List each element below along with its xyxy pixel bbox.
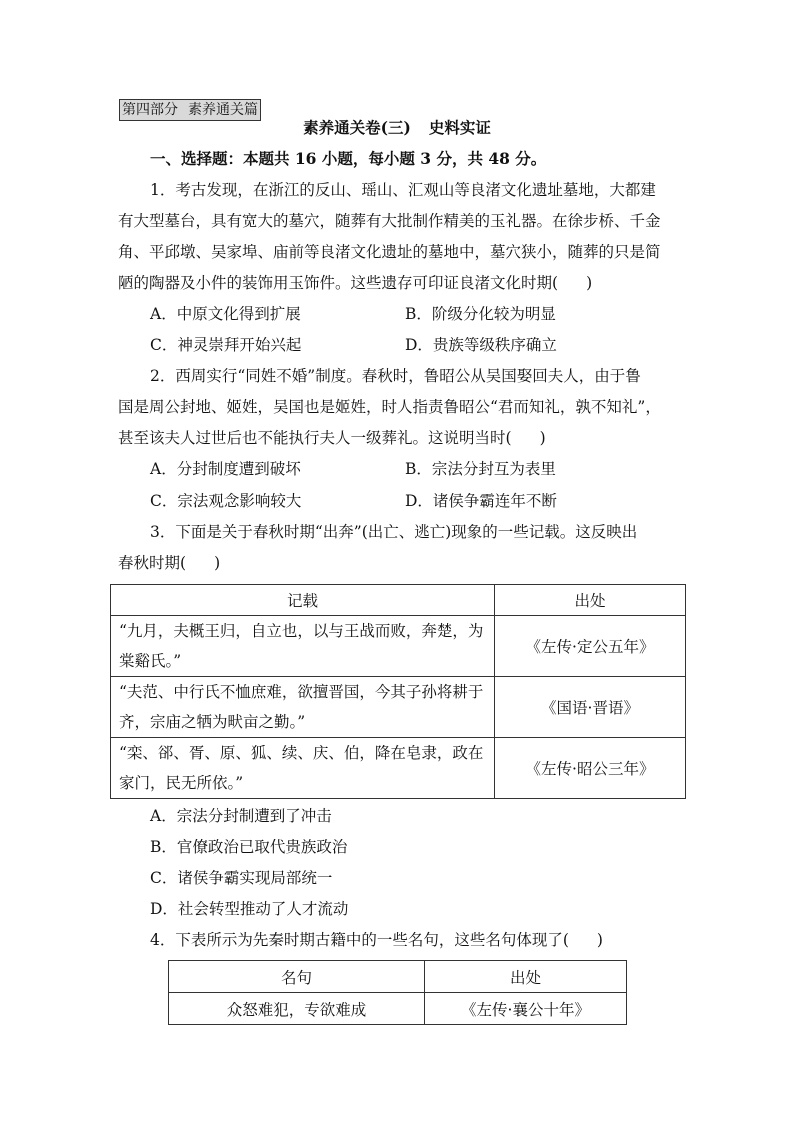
q3-option-a[interactable]: A．宗法分封制遭到了冲击 (150, 807, 332, 825)
q1-close-paren: ) (586, 274, 593, 292)
q3-line-1: 3．下面是关于春秋时期“出奔”(出亡、逃亡)现象的一些记载。这反映出 (150, 523, 638, 541)
section-tag-name: 素养通关篇 (188, 102, 258, 118)
q1-line-2: 有大型墓台，具有宽大的墓穴，随葬有大批制作精美的玉礼器。在徐步桥、千金 (118, 212, 661, 230)
q3-source-table (110, 584, 686, 799)
q4-quotes-table (168, 960, 627, 1025)
record-cell: “栾、郤、胥、原、狐、续、庆、伯，降在皂隶，政在家门，民无所依。” (111, 738, 495, 799)
q3-option-b[interactable]: B．官僚政治已取代贵族政治 (150, 838, 348, 856)
q1-line-3: 角、平邱墩、吴家埠、庙前等良渚文化遗址的墓地中，墓穴狭小，随葬的只是简 (118, 243, 661, 261)
record-cell: “九月，夫概王归，自立也，以与王战而败，奔楚，为棠谿氏。” (111, 616, 495, 677)
q4-stem-text: 4．下表所示为先秦时期古籍中的一些名句，这些名句体现了( (150, 931, 569, 949)
q3-option-d[interactable]: D．社会转型推动了人才流动 (150, 900, 349, 918)
exam-title-topic: 史料实证 (428, 118, 491, 137)
source-cell: 《左传·襄公十年》 (425, 993, 627, 1025)
section-tag-part: 第四部分 (122, 102, 178, 118)
q4-stem (150, 929, 720, 951)
q1-line-4 (118, 272, 688, 294)
q3-line-2-text: 春秋时期( (118, 554, 187, 572)
table-header-record: 记载 (111, 585, 495, 616)
q2-option-a[interactable]: A．分封制度遭到破坏 (150, 460, 301, 478)
table-header-source: 出处 (425, 961, 627, 993)
q2-line-1: 2．西周实行“同姓不婚”制度。春秋时，鲁昭公从吴国娶回夫人，由于鲁 (150, 367, 641, 385)
q4-close-paren: ) (596, 931, 603, 949)
table-row (169, 993, 627, 1025)
table-row (111, 738, 686, 799)
record-cell: “夫范、中行氏不恤庶难，欲擅晋国，今其子孙将耕于齐，宗庙之牺为畎亩之勤。” (111, 677, 495, 738)
q3-line-2 (118, 552, 688, 574)
q2-line-3-text: 甚至该夫人过世后也不能执行夫人一级葬礼。这说明当时( (118, 429, 512, 447)
q1-option-b[interactable]: B．阶级分化较为明显 (405, 305, 556, 323)
exam-title (0, 118, 794, 138)
source-cell: 《左传·昭公三年》 (495, 738, 686, 799)
q2-option-c[interactable]: C．宗法观念影响较大 (150, 492, 302, 510)
q1-option-c[interactable]: C．神灵崇拜开始兴起 (150, 336, 302, 354)
q1-option-d[interactable]: D．贵族等级秩序确立 (405, 336, 557, 354)
q1-line-1: 1．考古发现，在浙江的反山、瑶山、汇观山等良渚文化遗址墓地，大都建 (150, 181, 656, 199)
q2-line-2: 国是周公封地、姬姓，吴国也是姬姓，时人指责鲁昭公“君而知礼，孰不知礼”， (118, 398, 661, 416)
quote-cell: 众怒难犯，专欲难成 (169, 993, 425, 1025)
section-intro: 一、选择题：本题共 16 小题，每小题 3 分，共 48 分。 (150, 149, 547, 168)
table-row (111, 677, 686, 738)
table-header-source: 出处 (495, 585, 686, 616)
q3-option-c[interactable]: C．诸侯争霸实现局部统一 (150, 869, 333, 887)
q3-close-paren: ) (214, 554, 221, 572)
exam-title-main: 素养通关卷(三) (303, 118, 411, 137)
q1-option-a[interactable]: A．中原文化得到扩展 (150, 305, 301, 323)
q2-line-3 (118, 427, 688, 449)
q2-option-b[interactable]: B．宗法分封互为表里 (405, 460, 556, 478)
q2-option-d[interactable]: D．诸侯争霸连年不断 (405, 492, 557, 510)
table-header-quote: 名句 (169, 961, 425, 993)
table-row (111, 616, 686, 677)
table-header-row (111, 585, 686, 616)
q2-close-paren: ) (539, 429, 546, 447)
q1-line-4-text: 陋的陶器及小件的装饰用玉饰件。这些遗存可印证良渚文化时期( (118, 274, 559, 292)
source-cell: 《国语·晋语》 (495, 677, 686, 738)
table-header-row (169, 961, 627, 993)
source-cell: 《左传·定公五年》 (495, 616, 686, 677)
